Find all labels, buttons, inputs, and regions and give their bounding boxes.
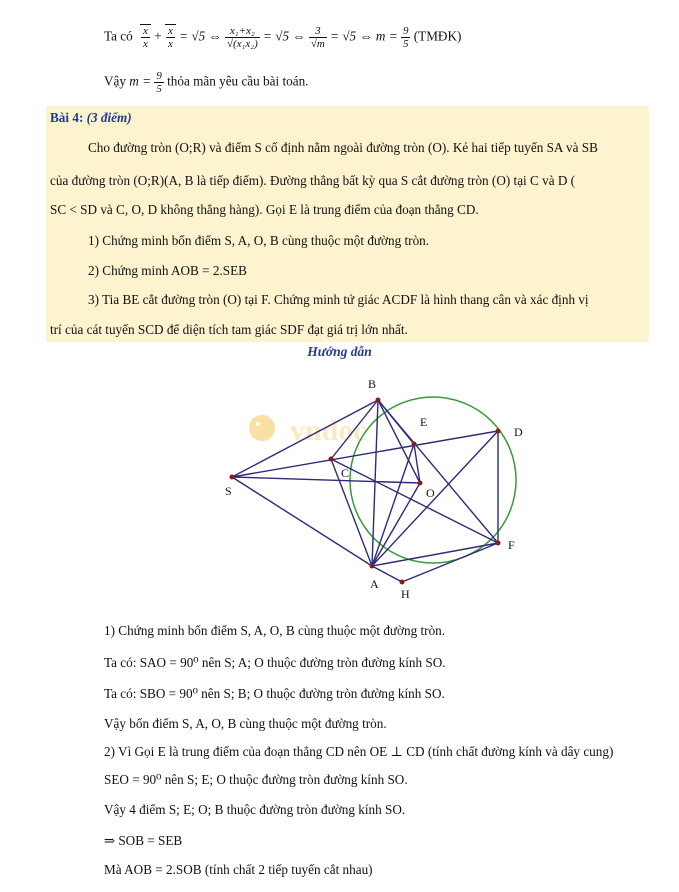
label-e: E <box>420 415 428 429</box>
point-s <box>230 475 235 480</box>
line-hf <box>402 543 498 582</box>
problem-text-2: của đường tròn (O;R)(A, B là tiếp điểm). Đường thẳng bất kỳ qua S cắt đường tròn (O) tại C và D ( <box>50 173 576 188</box>
eq-3: = √5 ⇔ m = <box>330 28 398 44</box>
solution-1: 1) Chứng minh bốn điểm S, A, O, B cùng thuộc một đường tròn. <box>104 623 446 638</box>
guide-title: Hướng dẫn <box>307 344 372 359</box>
point-e <box>412 442 417 447</box>
frac-den: x <box>143 38 148 50</box>
watermark-text: vndoc <box>290 414 367 447</box>
point-h <box>400 580 405 585</box>
text-ta-co: Ta có <box>104 28 133 44</box>
point-d <box>496 429 501 434</box>
point-c <box>329 457 334 462</box>
solution-8: ⇒ SOB = SEB <box>104 833 183 848</box>
label-s: S <box>225 484 232 498</box>
problem-title <box>50 110 132 126</box>
solution-7: Vậy 4 điểm S; E; O; B thuộc đường tròn đường kính SO. <box>104 802 406 817</box>
line-so <box>232 477 420 483</box>
label-a: A <box>370 577 379 591</box>
question-1: 1) Chứng minh bốn điểm S, A, O, B cùng thuộc một đường tròn. <box>88 233 430 248</box>
text-vay: Vậy <box>104 73 126 89</box>
label-o: O <box>426 486 435 500</box>
m-eq: m = <box>129 73 152 89</box>
solution-5: 2) Vì Gọi E là trung điểm của đoạn thẳng CD nên OE ⊥ CD (tính chất đường kính và dây cung) <box>104 744 614 759</box>
eq-1: = √5 ⇔ <box>179 28 222 44</box>
frac-den: √(x₁x₂) <box>226 38 258 50</box>
formula-line-2 <box>104 70 308 95</box>
tmdk: (TMĐK) <box>413 28 462 44</box>
point-b <box>376 398 381 403</box>
solution-4: Vậy bốn điểm S, A, O, B cùng thuộc một đường tròn. <box>104 716 387 731</box>
frac-num: 9 <box>156 70 162 82</box>
frac-num: x <box>167 25 173 37</box>
eq-2: = √5 ⇔ <box>263 28 306 44</box>
problem-points: (3 điểm) <box>86 110 132 125</box>
question-3b: trí của cát tuyến SCD để diện tích tam giác SDF đạt giá trị lớn nhất. <box>50 322 408 337</box>
frac-den: 5 <box>402 38 409 50</box>
sqrt-term-1 <box>140 24 151 50</box>
watermark-logo <box>249 414 367 447</box>
label-c: C <box>341 466 350 480</box>
point-o <box>418 481 423 486</box>
solution-2: Ta có: SAO = 90⁰ nên S; A; O thuộc đường tròn đường kính SO. <box>104 655 446 670</box>
frac-den: x <box>167 38 173 50</box>
problem-text-3: SC < SD và C, O, D không thẳng hàng). Gọi E là trung điểm của đoạn thẳng CD. <box>50 202 479 217</box>
sqrt-term-2 <box>165 24 176 50</box>
point-a <box>370 564 375 569</box>
frac-num: x <box>143 25 148 37</box>
question-3a: 3) Tia BE cắt đường tròn (O) tại F. Chứng minh tứ giác ACDF là hình thang cân và xác định vị <box>88 292 589 307</box>
point-f <box>496 541 501 546</box>
text-thoa-man: thỏa mãn yêu cầu bài toán. <box>167 73 309 89</box>
label-f: F <box>508 538 515 552</box>
formula-line-1: Ta có $\frac{x}{x}$ + $\frac{x}{x}$ = √5 ⇔ $\frac{\text{x₁+x₂}}{\text{√(x₁x₂)}}$ = √5 ⇔ $\frac{3}{√m}$ = √5 ⇔ m = $\frac{9}{5}$ (TMĐK) <box>104 25 462 50</box>
frac-den: √m <box>310 38 325 50</box>
line-ca <box>331 459 372 566</box>
solution-9: Mà AOB = 2.SOB (tính chất 2 tiếp tuyến cắt nhau) <box>104 862 373 877</box>
frac-den: 5 <box>156 83 162 95</box>
question-2: 2) Chứng minh AOB = 2.SEB <box>88 263 247 278</box>
problem-text-1: Cho đường tròn (O;R) và điểm S cố định nằm ngoài đường tròn (O). Kẻ hai tiếp tuyến SA và SB <box>88 140 598 155</box>
frac-num: 9 <box>402 25 409 37</box>
label-h: H <box>401 587 410 601</box>
frac-num: 3 <box>309 25 327 38</box>
line-be <box>378 400 414 444</box>
solution-3: Ta có: SBO = 90⁰ nên S; B; O thuộc đường tròn đường kính SO. <box>104 686 445 701</box>
solution-6: SEO = 90⁰ nên S; E; O thuộc đường tròn đường kính SO. <box>104 772 408 787</box>
problem-title-label: Bài 4: <box>50 110 84 125</box>
frac-num: x₁+x₂ <box>225 25 260 38</box>
label-d: D <box>514 425 523 439</box>
geometry-figure <box>0 360 679 605</box>
label-b: B <box>368 377 377 391</box>
